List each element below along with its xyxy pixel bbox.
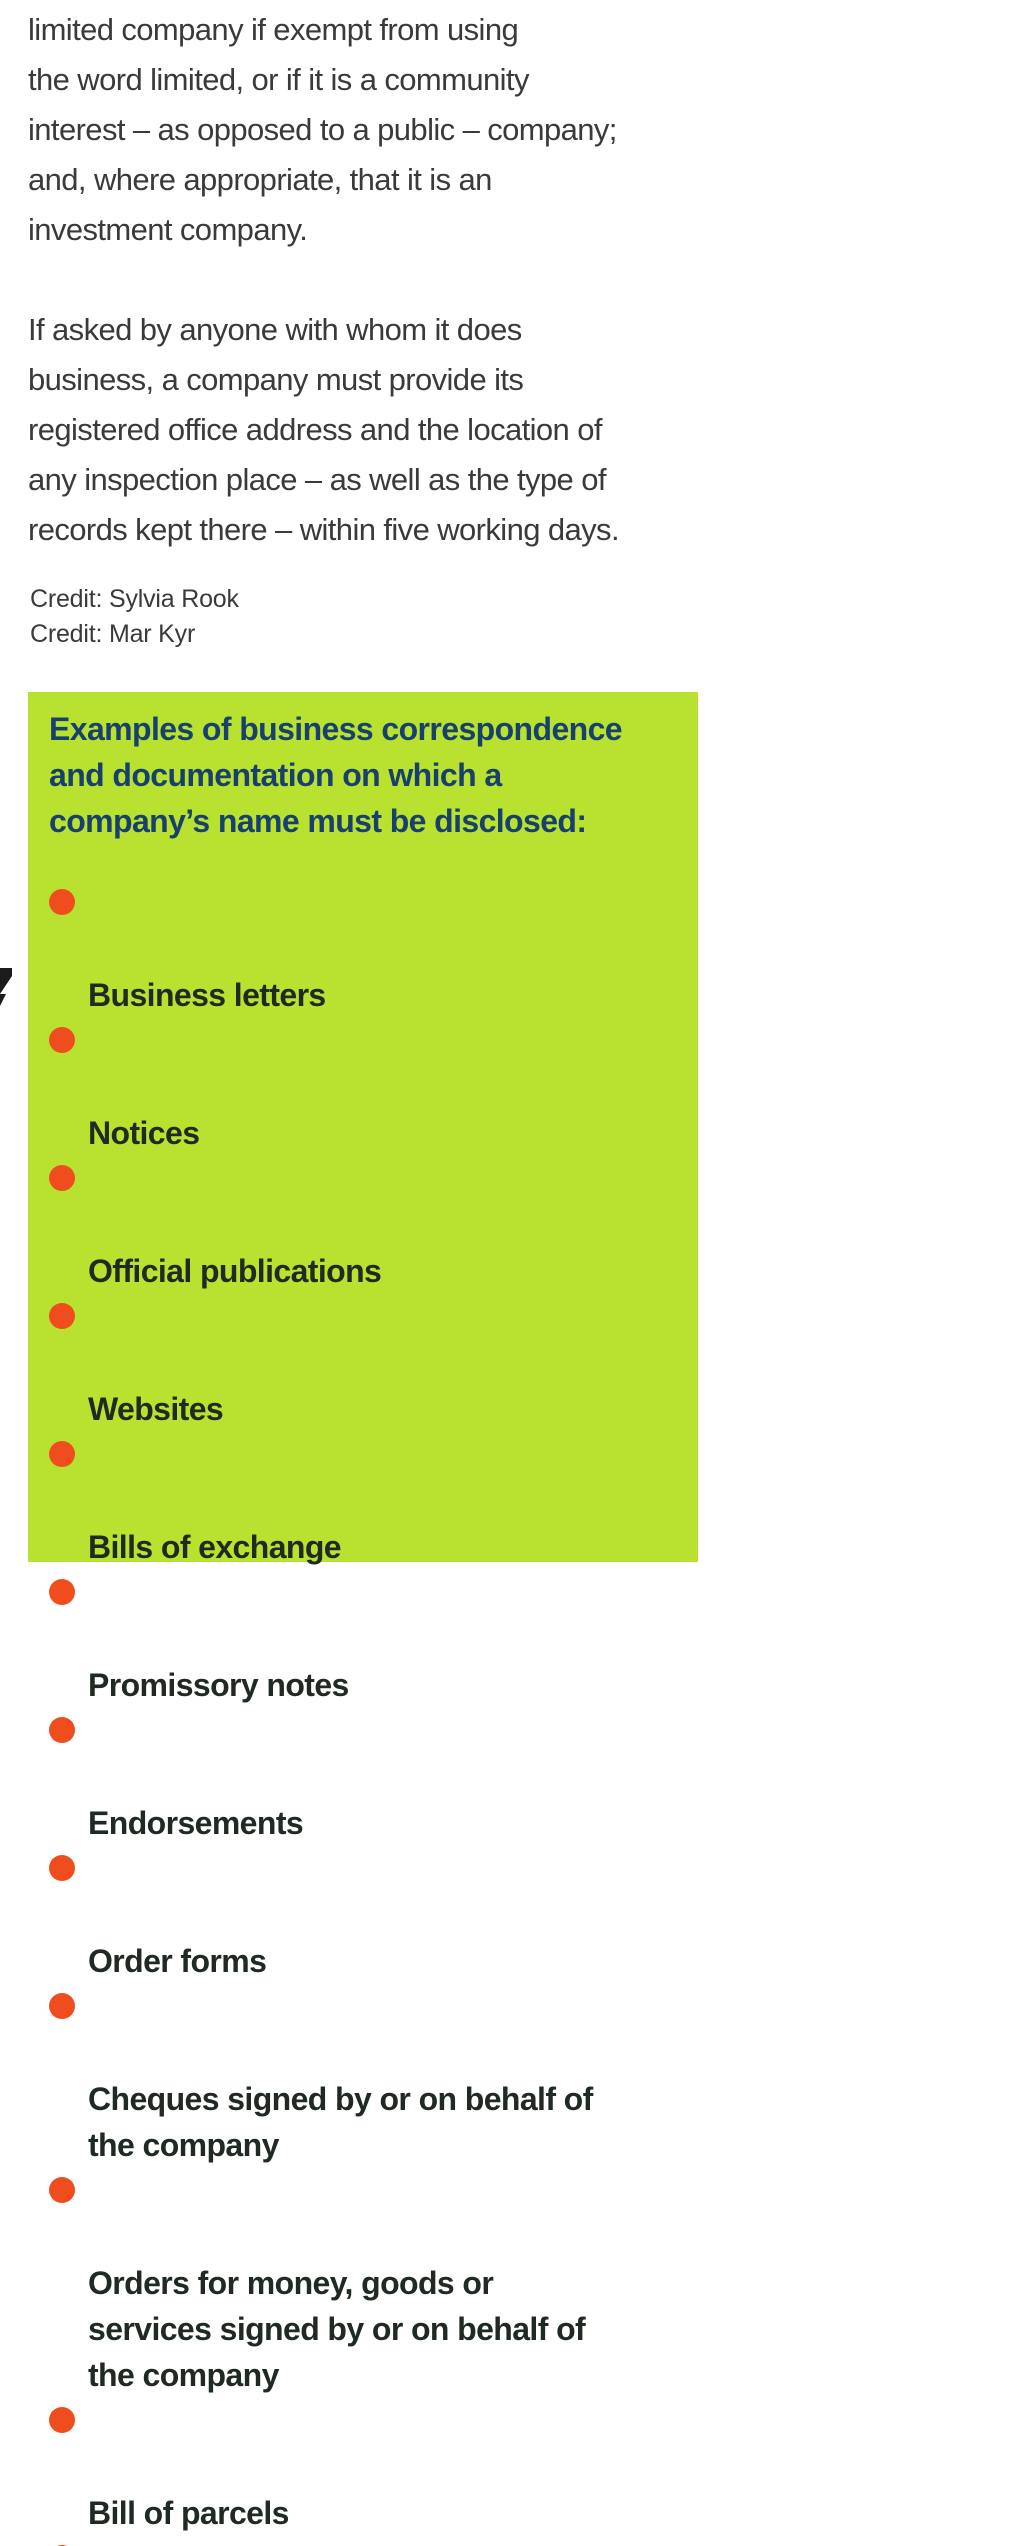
list-item-label: Cheques signed by or on behalf of the company [88,2081,593,2163]
list-item [48,1570,678,1708]
list-item-label: Websites [88,1391,224,1427]
list-item-label: Official publications [88,1253,382,1289]
list-item-label: Bills of exchange [88,1529,341,1565]
partial-figure-glyph-icon [0,968,14,1018]
list-item-label: Business letters [88,977,326,1013]
list-item-label: Bill of parcels [88,2495,289,2531]
list-item [48,880,678,1018]
disclosure-list [48,880,678,2546]
info-box [28,692,698,2531]
image-credits [30,582,239,652]
list-item-label: Notices [88,1115,200,1151]
list-item [48,1294,678,1432]
credit-line: Credit: Sylvia Rook [30,585,239,613]
bullet-icon [49,889,75,915]
article-paragraph: If asked by anyone with whom it does business, a company must provide its registered office address and the location of any inspection place – as well as the type of records kept there – within five working days. [28,312,619,547]
bullet-icon [49,1993,75,2019]
list-item [48,1984,678,2168]
list-item-label: Order forms [88,1943,267,1979]
bullet-icon [49,1855,75,1881]
bullet-icon [49,1579,75,1605]
list-item [48,1708,678,1846]
credit-line: Credit: Mar Kyr [30,620,196,648]
bullet-icon [49,1027,75,1053]
bullet-icon [49,2177,75,2203]
list-item [48,1156,678,1294]
list-item [48,2398,678,2536]
list-item-label: Endorsements [88,1805,304,1841]
article-paragraph: limited company if exempt from using the word limited, or if it is a community interest – as opposed to a public – company; and, where appropriate, that it is an investment company. [28,12,617,247]
list-item-label: Orders for money, goods or services signed by or on behalf of the company [88,2265,586,2393]
bullet-icon [49,1165,75,1191]
list-item [48,2168,678,2398]
list-item [48,1846,678,1984]
list-item-cut-off [48,2536,678,2546]
bullet-icon [49,1717,75,1743]
bullet-icon [49,1441,75,1467]
list-item [48,1432,678,1570]
list-item [48,1018,678,1156]
list-item-label: Promissory notes [88,1667,349,1703]
bullet-icon [49,2407,75,2433]
info-box-heading: Examples of business correspondence and documentation on which a company’s name must be disclosed: [49,711,622,839]
bullet-icon [49,1303,75,1329]
